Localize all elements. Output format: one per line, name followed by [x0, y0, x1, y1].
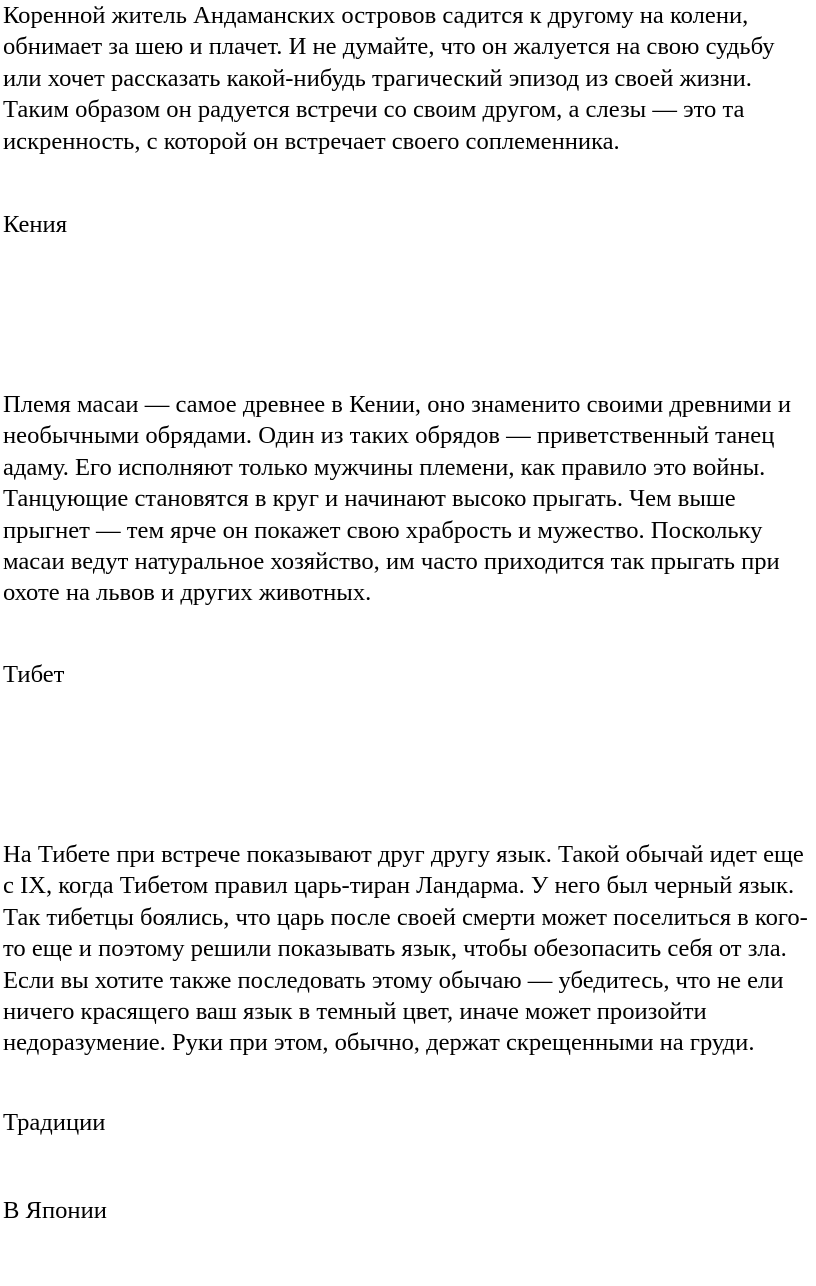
section-heading-tibet: Тибет — [3, 661, 65, 688]
section-heading-traditions: Традиции — [3, 1109, 106, 1136]
section-heading-japan: В Японии — [3, 1197, 107, 1224]
intro-paragraph: Коренной житель Андаманских островов садится к другому на колени, обнимает за шею и плачет. И не думайте, что он жалуется на свою судьбу или хочет рассказать какой-нибудь трагический эпизод из своей жизни. Таким образом он радуется встречи со своим другом, а слезы — это та искренность, с которой он встречает своего соплеменника. — [3, 2, 775, 155]
kenya-paragraph: Племя масаи — самое древнее в Кении, оно знаменито своими древними и необычными обрядами. Один из таких обрядов — приветственный танец адаму. Его исполняют только мужчины племени, как правило это войны. Танцующие становятся в круг и начинают высоко прыгать. Чем выше прыгнет — тем ярче он покажет свою храбрость и мужество. Поскольку масаи ведут натуральное хозяйство, им часто приходится так прыгать при охоте на львов и других животных. — [3, 391, 791, 607]
tibet-paragraph: На Тибете при встрече показывают друг другу язык. Такой обычай идет еще с IX, когда Тибетом правил царь-тиран Ландарма. У него был черный язык. Так тибетцы боялись, что царь после своей смерти может поселиться в кого-то еще и поэтому решили показывать язык, чтобы обезопасить себя от зла. Если вы хотите также последовать этому обычаю — убедитесь, что не ели ничего красящего ваш язык в темный цвет, иначе может произойти недоразумение. Руки при этом, обычно, держат скрещенными на груди. — [3, 841, 808, 1057]
section-heading-kenya: Кения — [3, 211, 68, 238]
